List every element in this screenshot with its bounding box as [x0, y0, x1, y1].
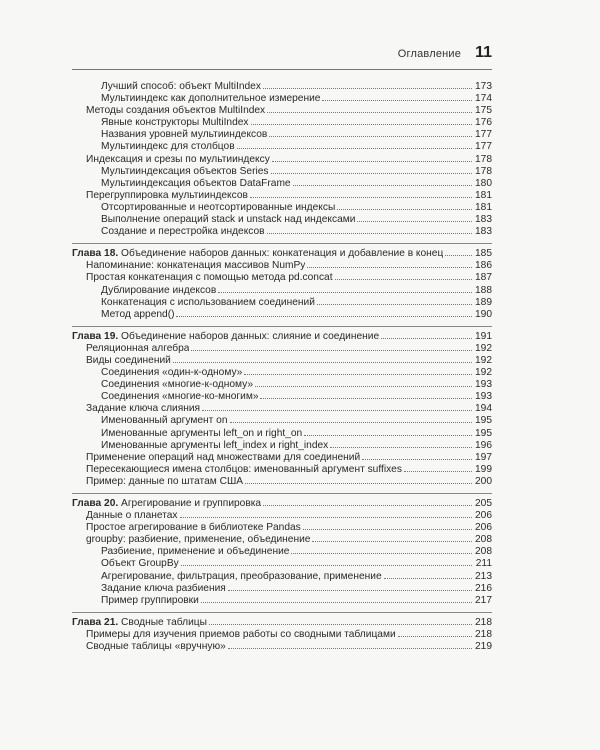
toc-page-number: 192: [475, 342, 492, 354]
chapter-separator: [72, 326, 492, 327]
dot-leader: [304, 435, 472, 436]
dot-leader: [176, 316, 472, 317]
toc-entry-text: Пример: данные по штатам США: [86, 475, 244, 487]
toc-page-number: 206: [475, 522, 492, 534]
toc-entry: [72, 583, 492, 595]
toc-entry-title: [86, 190, 248, 202]
chapter-label: Глава 21.: [72, 616, 119, 628]
toc-entry-text: Задание ключа слияния: [86, 403, 201, 415]
toc-entry: [72, 595, 492, 607]
toc-entry-text: Перегруппировка мультииндексов: [86, 189, 248, 201]
toc-entry: [72, 522, 492, 534]
toc-entry-title: [72, 617, 207, 629]
toc-entry-text: Именованные аргументы left_index и right_index: [101, 439, 329, 451]
toc-entry-text: Методы создания объектов MultiIndex: [86, 105, 266, 117]
toc-entry: [72, 129, 492, 141]
toc-entry-text: Агрегирование и группировка: [121, 498, 262, 509]
dot-leader: [255, 386, 472, 387]
toc-entry-text: Простое агрегирование в библиотеке Pandas: [86, 522, 301, 534]
dot-leader: [291, 553, 472, 554]
toc-page-number: 218: [475, 616, 492, 628]
dot-leader: [384, 578, 472, 579]
toc-entry: [72, 534, 492, 546]
toc-entry: [72, 415, 492, 427]
toc-entry-text: Данные о планетах: [86, 510, 178, 522]
dot-leader: [362, 459, 472, 460]
dot-leader: [322, 100, 472, 101]
dot-leader: [209, 624, 472, 625]
dot-leader: [267, 112, 472, 113]
toc-entry: [72, 452, 492, 464]
toc-entry-text: Пересекающиеся имена столбцов: именованный аргумент suffixes: [86, 463, 402, 475]
toc-page-number: 188: [475, 284, 492, 296]
toc-entry-text: Напоминание: конкатенация массивов NumPy: [86, 260, 306, 272]
toc-entry: [72, 117, 492, 129]
toc-chapter-entry: [72, 498, 492, 510]
toc-entry-text: Конкатенация с использованием соединений: [101, 296, 315, 308]
dot-leader: [312, 541, 472, 542]
toc-entry: [72, 558, 492, 570]
toc-entry: [72, 428, 492, 440]
toc-entry-title: [101, 309, 174, 321]
dot-leader: [191, 350, 472, 351]
toc-page-number: 175: [475, 105, 492, 117]
toc-entry-text: Названия уровней мультииндексов: [101, 129, 268, 141]
toc-entry: [72, 379, 492, 391]
dot-leader: [250, 197, 472, 198]
toc-entry-title: [86, 343, 189, 355]
toc-entry-text: Выполнение операций stack и unstack над индексами: [101, 214, 356, 226]
toc-entry-title: [86, 105, 265, 117]
dot-leader: [317, 304, 472, 305]
toc-entry-title: [86, 476, 243, 488]
toc-entry-title: [72, 331, 379, 343]
toc-entry: [72, 141, 492, 153]
toc-entry: [72, 510, 492, 522]
dot-leader: [260, 398, 472, 399]
dot-leader: [230, 422, 473, 423]
toc-page-number: 192: [475, 367, 492, 379]
toc-page-number: 211: [475, 558, 492, 570]
toc-entry-title: [101, 129, 267, 141]
toc-entry-text: Примеры для изучения приемов работы со сводными таблицами: [86, 628, 396, 640]
toc-entry-text: Отсортированные и неотсортированные индексы: [101, 201, 336, 213]
toc-entry-title: [101, 81, 261, 93]
toc-entry-text: Разбиение, применение и объединение: [101, 546, 290, 558]
toc-page-number: 178: [475, 165, 492, 177]
toc-page-number: 187: [475, 272, 492, 284]
toc-entry-title: [101, 285, 216, 297]
running-header: [0, 44, 492, 62]
toc-entry-text: Соединения «один-к-одному»: [101, 367, 243, 379]
dot-leader: [404, 471, 472, 472]
dot-leader: [180, 517, 472, 518]
dot-leader: [271, 173, 472, 174]
dot-leader: [181, 565, 472, 566]
toc-entry: [72, 546, 492, 558]
toc-page-number: 194: [475, 403, 492, 415]
section-title: Оглавление: [397, 48, 462, 60]
dot-leader: [398, 636, 472, 637]
toc-entry: [72, 105, 492, 117]
toc-entry-title: [101, 546, 289, 558]
toc-page-number: 177: [475, 141, 492, 153]
toc-page-number: 178: [475, 153, 492, 165]
toc-entry: [72, 190, 492, 202]
toc-entry-text: Дублирование индексов: [101, 284, 217, 296]
toc-entry-text: Сводные таблицы «вручную»: [86, 641, 226, 653]
toc-page-number: 185: [475, 248, 492, 260]
toc-page-number: 206: [475, 510, 492, 522]
toc-chapter-entry: [72, 617, 492, 629]
toc-entry-title: [86, 641, 226, 653]
toc-page-number: 176: [475, 117, 492, 129]
toc-page-number: 193: [475, 391, 492, 403]
toc-entry: [72, 214, 492, 226]
toc-entry: [72, 202, 492, 214]
toc-page-number: 191: [475, 330, 492, 342]
toc-entry: [72, 297, 492, 309]
toc-page-number: 216: [475, 582, 492, 594]
toc-entry: [72, 367, 492, 379]
toc-entry-title: [86, 629, 396, 641]
dot-leader: [251, 124, 472, 125]
chapter-separator: [72, 493, 492, 494]
dot-leader: [173, 362, 472, 363]
toc-entry-text: Виды соединений: [86, 354, 171, 366]
toc-page-number: 192: [475, 354, 492, 366]
toc-entry-text: Метод append(): [101, 308, 175, 320]
toc-entry-text: Сводные таблицы: [121, 616, 207, 628]
toc-entry-title: [86, 403, 200, 415]
toc-chapter-entry: [72, 248, 492, 260]
toc-entry: [72, 641, 492, 653]
dot-leader: [381, 338, 472, 339]
toc-entry-text: Пример группировки: [101, 594, 199, 606]
dot-leader: [445, 255, 472, 256]
toc-page-number: 199: [475, 463, 492, 475]
toc-entry-text: Простая конкатенация с помощью метода pd.concat: [86, 272, 333, 284]
toc-entry: [72, 391, 492, 403]
table-of-contents: [72, 81, 492, 653]
toc-entry-title: [101, 558, 179, 570]
toc-entry-text: Мультииндексация объектов Series: [101, 165, 269, 177]
toc-entry-text: Объект GroupBy: [101, 558, 179, 570]
toc-entry-title: [101, 440, 328, 452]
toc-entry-title: [101, 202, 335, 214]
toc-page-number: 196: [475, 439, 492, 451]
toc-page-number: 174: [475, 93, 492, 105]
toc-entry: [72, 285, 492, 297]
toc-entry-title: [101, 214, 355, 226]
toc-entry-text: Объединение наборов данных: конкатенация и добавление в конец: [121, 248, 444, 260]
toc-page-number: 173: [475, 81, 492, 92]
dot-leader: [357, 221, 472, 222]
toc-page-number: 181: [475, 189, 492, 201]
dot-leader: [263, 88, 472, 89]
toc-page-number: 183: [475, 214, 492, 226]
toc-entry-title: [72, 498, 261, 510]
toc-entry-title: [86, 355, 171, 367]
dot-leader: [237, 148, 472, 149]
toc-entry: [72, 464, 492, 476]
toc-entry-title: [86, 154, 270, 166]
toc-entry: [72, 93, 492, 105]
toc-entry: [72, 476, 492, 488]
toc-entry-title: [86, 260, 305, 272]
toc-entry-title: [86, 464, 402, 476]
toc-page-number: 186: [475, 260, 492, 272]
dot-leader: [269, 136, 472, 137]
dot-leader: [307, 267, 472, 268]
toc-entry-text: Реляционная алгебра: [86, 342, 190, 354]
toc-entry-title: [86, 510, 178, 522]
toc-entry-title: [86, 272, 333, 284]
toc-entry-text: Применение операций над множествами для соединений: [86, 451, 361, 463]
toc-entry: [72, 272, 492, 284]
dot-leader: [228, 648, 472, 649]
toc-entry-title: [101, 141, 235, 153]
toc-entry: [72, 355, 492, 367]
toc-page-number: 217: [475, 594, 492, 606]
toc-entry: [72, 178, 492, 190]
dot-leader: [330, 447, 472, 448]
dot-leader: [244, 374, 472, 375]
toc-entry: [72, 403, 492, 415]
dot-leader: [272, 161, 472, 162]
toc-entry-title: [101, 428, 302, 440]
toc-page-number: 181: [475, 201, 492, 213]
toc-entry-text: Явные конструкторы MultiIndex: [101, 117, 249, 129]
toc-entry-text: Соединения «многие-ко-многим»: [101, 391, 259, 403]
toc-entry-title: [86, 522, 301, 534]
toc-entry: [72, 226, 492, 238]
toc-page-number: 195: [475, 415, 492, 427]
dot-leader: [293, 185, 472, 186]
toc-page-number: 195: [475, 427, 492, 439]
toc-entry-text: Мультииндексация объектов DataFrame: [101, 177, 291, 189]
toc-entry-title: [101, 583, 226, 595]
toc-entry-title: [101, 297, 315, 309]
dot-leader: [201, 602, 472, 603]
dot-leader: [303, 529, 472, 530]
toc-page-number: 208: [475, 546, 492, 558]
toc-entry-text: Задание ключа разбиения: [101, 582, 226, 594]
page-number: 11: [475, 44, 492, 61]
toc-entry-title: [101, 166, 269, 178]
dot-leader: [228, 590, 472, 591]
toc-entry-title: [101, 93, 320, 105]
toc-page-number: 193: [475, 379, 492, 391]
toc-entry-title: [86, 452, 360, 464]
dot-leader: [245, 483, 472, 484]
toc-entry-text: Именованный аргумент on: [101, 415, 228, 427]
toc-entry-title: [101, 571, 382, 583]
toc-page-number: 219: [475, 641, 492, 653]
toc-entry: [72, 440, 492, 452]
toc-page-number: 205: [475, 498, 492, 509]
toc-entry-text: Агрегирование, фильтрация, преобразование, применение: [101, 570, 382, 582]
dot-leader: [263, 505, 472, 506]
toc-entry-title: [101, 391, 258, 403]
toc-page-number: 190: [475, 308, 492, 320]
toc-entry-text: Соединения «многие-к-одному»: [101, 379, 254, 391]
toc-entry-text: Именованные аргументы left_on и right_on: [101, 427, 303, 439]
toc-page-number: 189: [475, 296, 492, 308]
toc-entry-text: Мультииндекс как дополнительное измерение: [101, 93, 321, 105]
toc-entry: [72, 343, 492, 355]
toc-page-number: 197: [475, 451, 492, 463]
toc-entry-text: groupby: разбиение, применение, объединение: [86, 534, 311, 546]
chapter-separator: [72, 612, 492, 613]
toc-entry: [72, 260, 492, 272]
dot-leader: [337, 209, 472, 210]
dot-leader: [202, 410, 472, 411]
toc-page-number: 208: [475, 534, 492, 546]
toc-page-number: 180: [475, 177, 492, 189]
chapter-label: Глава 18.: [72, 248, 119, 260]
toc-entry-title: [101, 226, 265, 238]
toc-entry-text: Мультииндекс для столбцов: [101, 141, 235, 153]
toc-entry-title: [101, 178, 291, 190]
toc-entry-title: [101, 415, 228, 427]
toc-entry-title: [101, 595, 199, 607]
toc-page-number: 213: [475, 570, 492, 582]
toc-entry-text: Индексация и срезы по мультииндексу: [86, 153, 270, 165]
toc-chapter-entry: [72, 331, 492, 343]
toc-entry-title: [101, 379, 253, 391]
toc-page-number: 200: [475, 475, 492, 487]
header-rule: [72, 69, 492, 70]
toc-entry: [72, 166, 492, 178]
toc-entry-title: [101, 117, 249, 129]
toc-page-number: 183: [475, 226, 492, 238]
toc-entry-text: Создание и перестройка индексов: [101, 226, 265, 238]
toc-entry: [72, 571, 492, 583]
toc-entry: [72, 309, 492, 321]
dot-leader: [335, 279, 472, 280]
toc-entry: [72, 81, 492, 93]
toc-entry: [72, 629, 492, 641]
toc-entry-text: Лучший способ: объект MultiIndex: [101, 81, 261, 92]
dot-leader: [218, 292, 472, 293]
toc-entry-text: Объединение наборов данных: слияние и соединение: [121, 330, 380, 342]
chapter-label: Глава 19.: [72, 330, 119, 342]
toc-page-number: 218: [475, 628, 492, 640]
toc-entry: [72, 154, 492, 166]
toc-entry-title: [86, 534, 310, 546]
toc-entry-title: [72, 248, 443, 260]
toc-page-number: 177: [475, 129, 492, 141]
chapter-separator: [72, 243, 492, 244]
chapter-label: Глава 20.: [72, 498, 119, 509]
toc-entry-title: [101, 367, 242, 379]
dot-leader: [267, 233, 472, 234]
